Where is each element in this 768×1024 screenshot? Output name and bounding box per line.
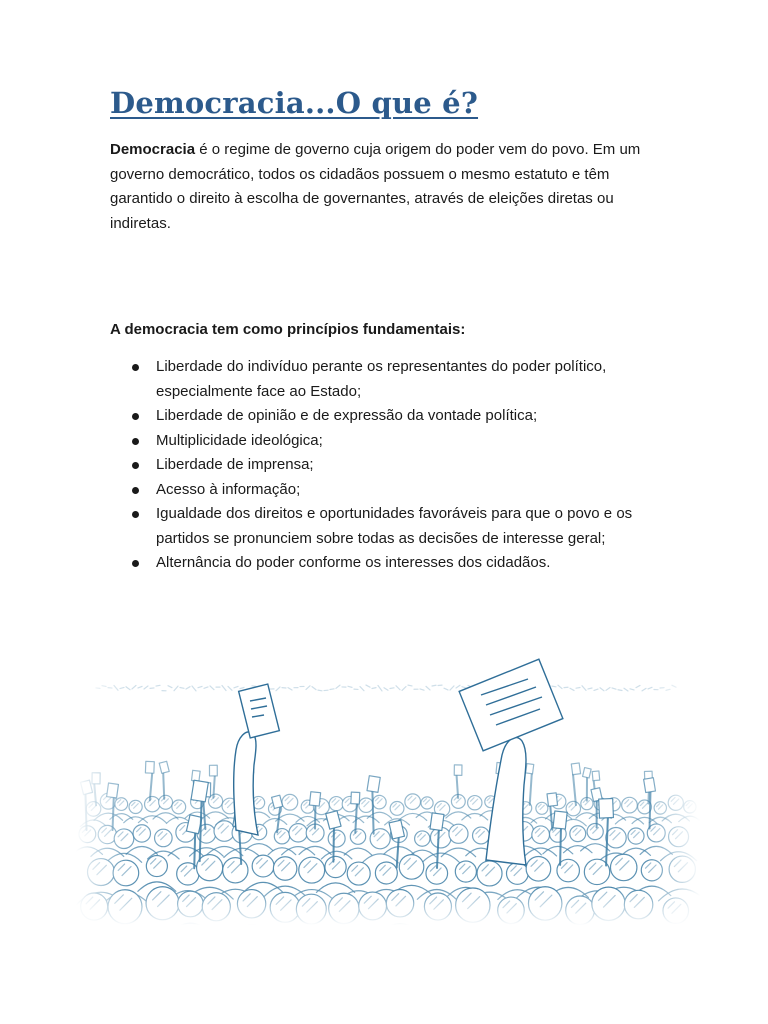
list-item-text: Igualdade dos direitos e oportunidades favoráveis para que o povo e os partidos se pronunciem sobre todas as decisões de interesse geral;	[156, 505, 633, 547]
list-item	[110, 478, 670, 503]
list-item	[110, 502, 670, 551]
list-item-text: Alternância do poder conforme os interesses dos cidadãos.	[156, 554, 551, 571]
bullet-icon	[132, 438, 139, 445]
list-item	[110, 551, 670, 576]
intro-paragraph	[110, 138, 650, 236]
list-item	[110, 429, 670, 454]
bullet-icon	[132, 462, 139, 469]
principles-heading: A democracia tem como princípios fundamentais:	[110, 321, 466, 338]
list-item	[110, 404, 670, 429]
list-item-text: Liberdade de opinião e de expressão da vontade política;	[156, 407, 538, 424]
list-item-text: Multiplicidade ideológica;	[156, 431, 323, 449]
page-title: Democracia...O que é?	[110, 86, 479, 120]
bullet-icon	[132, 413, 139, 420]
bullet-icon	[132, 511, 139, 518]
list-item-text: Acesso à informação;	[156, 480, 301, 498]
intro-lead-term: Democracia	[110, 141, 196, 158]
bullet-icon	[132, 560, 139, 567]
list-item-text: Liberdade de imprensa;	[156, 456, 314, 473]
list-item-text: Liberdade do indivíduo perante os representantes do poder político, especialmente face ao Estado;	[156, 358, 607, 400]
bullet-icon	[132, 487, 139, 494]
list-item	[110, 355, 670, 404]
list-item	[110, 453, 670, 478]
voting-crowd-illustration	[76, 655, 700, 925]
intro-text: é o regime de governo cuja origem do poder vem do povo. Em um governo democrático, todos os cidadãos possuem o mesmo estatuto e têm garantido o direito à escolha de governantes, através de eleições diretas ou indiretas.	[110, 141, 641, 232]
bullet-icon	[132, 364, 139, 371]
principles-list	[110, 355, 670, 576]
